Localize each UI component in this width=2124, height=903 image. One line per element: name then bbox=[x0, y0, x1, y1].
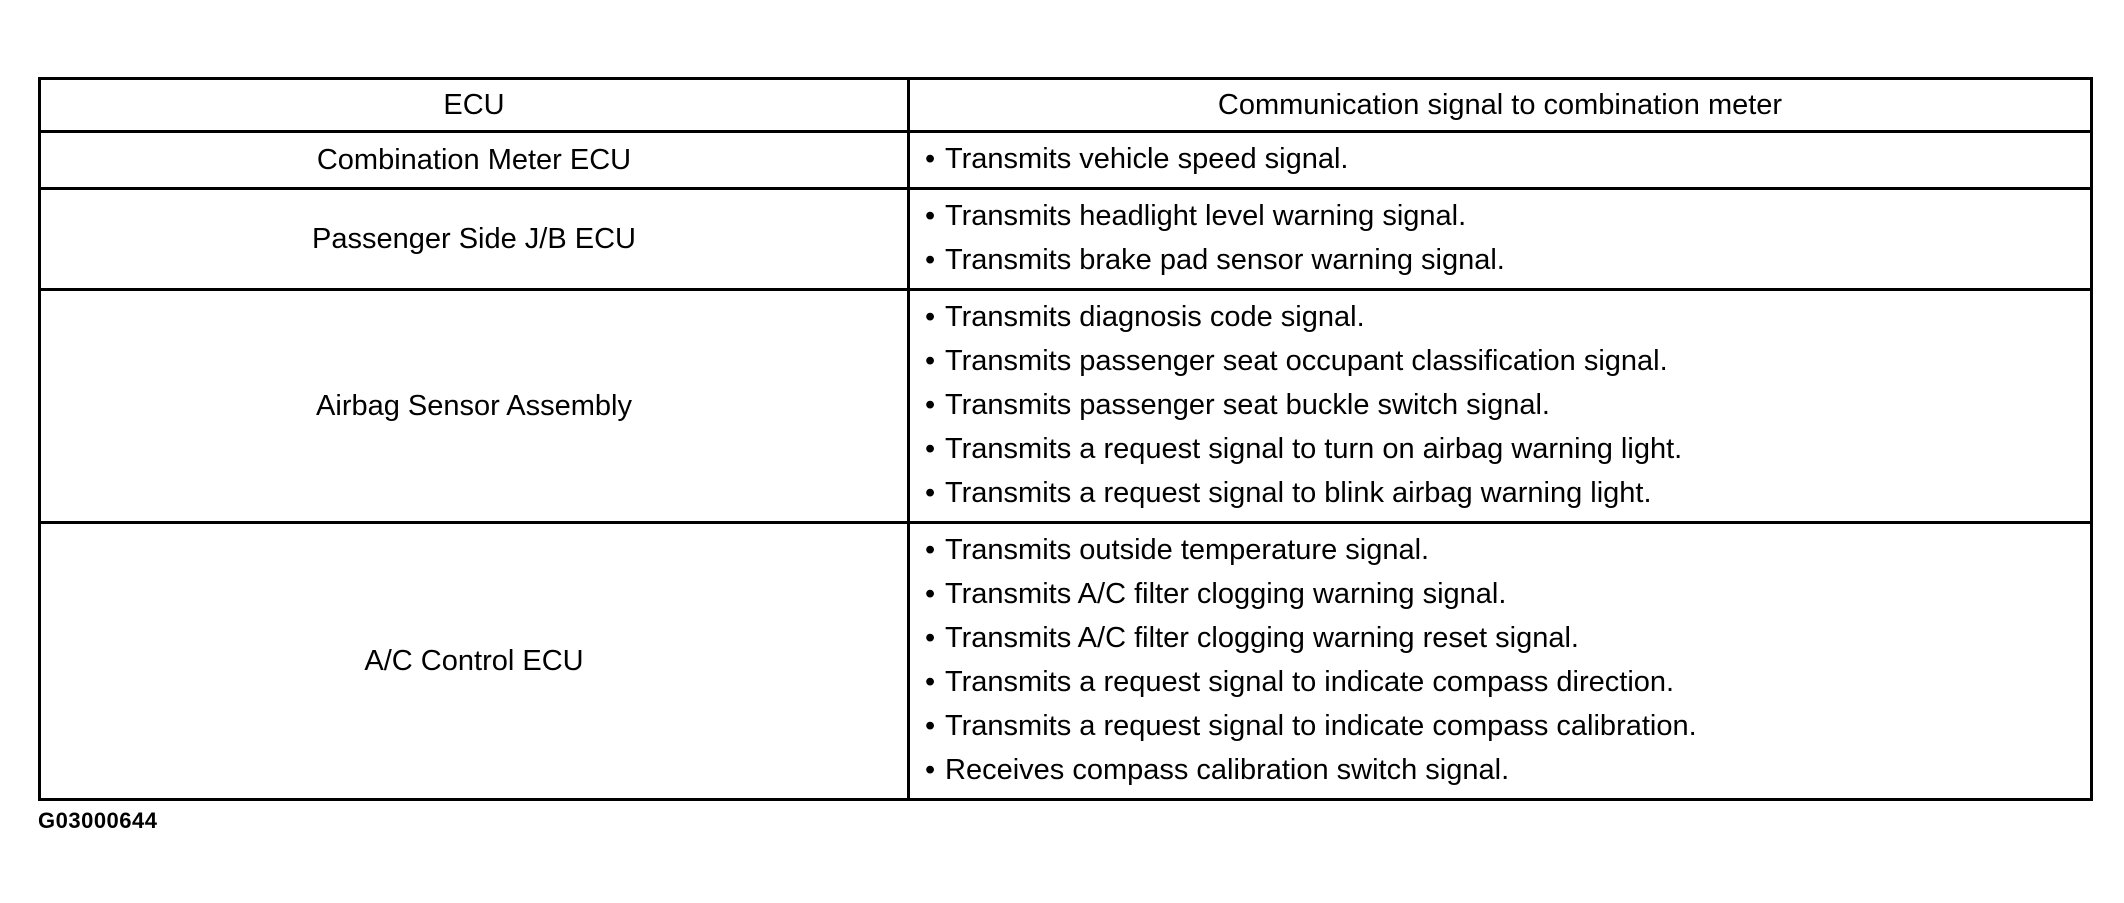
signal-item bbox=[925, 194, 2090, 238]
signal-list bbox=[925, 528, 2090, 792]
signal-list bbox=[925, 137, 2090, 181]
ecu-name-cell: A/C Control ECU bbox=[40, 523, 909, 800]
table-row bbox=[40, 189, 2092, 290]
bullet-icon: • bbox=[925, 345, 936, 377]
table-row bbox=[40, 132, 2092, 189]
ecu-name-cell: Passenger Side J/B ECU bbox=[40, 189, 909, 290]
bullet-icon: • bbox=[925, 200, 936, 232]
bullet-icon: • bbox=[925, 301, 936, 333]
bullet-icon: • bbox=[925, 578, 936, 610]
signal-text: Transmits outside temperature signal. bbox=[945, 534, 1430, 566]
signal-text: Transmits diagnosis code signal. bbox=[945, 301, 1365, 333]
signal-list bbox=[925, 194, 2090, 282]
signal-item bbox=[925, 238, 2090, 282]
signal-text: Transmits A/C filter clogging warning signal. bbox=[945, 578, 1507, 610]
header-signal: Communication signal to combination meter bbox=[909, 79, 2092, 132]
bullet-icon: • bbox=[925, 666, 936, 698]
signal-text: Transmits a request signal to blink airbag warning light. bbox=[945, 477, 1652, 509]
signal-cell bbox=[909, 132, 2092, 189]
signal-text: Transmits passenger seat buckle switch signal. bbox=[945, 389, 1550, 421]
signal-text: Transmits brake pad sensor warning signal. bbox=[945, 244, 1505, 276]
signal-cell bbox=[909, 189, 2092, 290]
bullet-icon: • bbox=[925, 389, 936, 421]
signal-cell bbox=[909, 523, 2092, 800]
signal-item bbox=[925, 528, 2090, 572]
bullet-icon: • bbox=[925, 433, 936, 465]
bullet-icon: • bbox=[925, 622, 936, 654]
signal-item bbox=[925, 616, 2090, 660]
bullet-icon: • bbox=[925, 244, 936, 276]
table-row bbox=[40, 290, 2092, 523]
signal-text: Transmits vehicle speed signal. bbox=[945, 143, 1349, 175]
table-body bbox=[40, 132, 2092, 800]
signal-text: Receives compass calibration switch signal. bbox=[945, 754, 1510, 786]
signal-item bbox=[925, 295, 2090, 339]
signal-list bbox=[925, 295, 2090, 515]
signal-item bbox=[925, 383, 2090, 427]
ecu-signal-table bbox=[38, 77, 2093, 801]
signal-text: Transmits headlight level warning signal. bbox=[945, 200, 1467, 232]
signal-text: Transmits a request signal to turn on airbag warning light. bbox=[945, 433, 1683, 465]
bullet-icon: • bbox=[925, 754, 936, 786]
bullet-icon: • bbox=[925, 477, 936, 509]
signal-item bbox=[925, 427, 2090, 471]
figure-code: G03000644 bbox=[38, 808, 158, 833]
signal-text: Transmits A/C filter clogging warning reset signal. bbox=[945, 622, 1579, 654]
signal-text: Transmits passenger seat occupant classification signal. bbox=[945, 345, 1668, 377]
signal-cell bbox=[909, 290, 2092, 523]
signal-item bbox=[925, 572, 2090, 616]
bullet-icon: • bbox=[925, 143, 936, 175]
signal-text: Transmits a request signal to indicate compass calibration. bbox=[945, 710, 1697, 742]
table-header-row bbox=[40, 79, 2092, 132]
signal-item bbox=[925, 137, 2090, 181]
bullet-icon: • bbox=[925, 534, 936, 566]
ecu-name-cell: Airbag Sensor Assembly bbox=[40, 290, 909, 523]
signal-item bbox=[925, 704, 2090, 748]
table-row bbox=[40, 523, 2092, 800]
ecu-name-cell: Combination Meter ECU bbox=[40, 132, 909, 189]
signal-item bbox=[925, 660, 2090, 704]
signal-item bbox=[925, 748, 2090, 792]
bullet-icon: • bbox=[925, 710, 936, 742]
signal-item bbox=[925, 339, 2090, 383]
signal-item bbox=[925, 471, 2090, 515]
signal-text: Transmits a request signal to indicate compass direction. bbox=[945, 666, 1675, 698]
header-ecu: ECU bbox=[40, 79, 909, 132]
